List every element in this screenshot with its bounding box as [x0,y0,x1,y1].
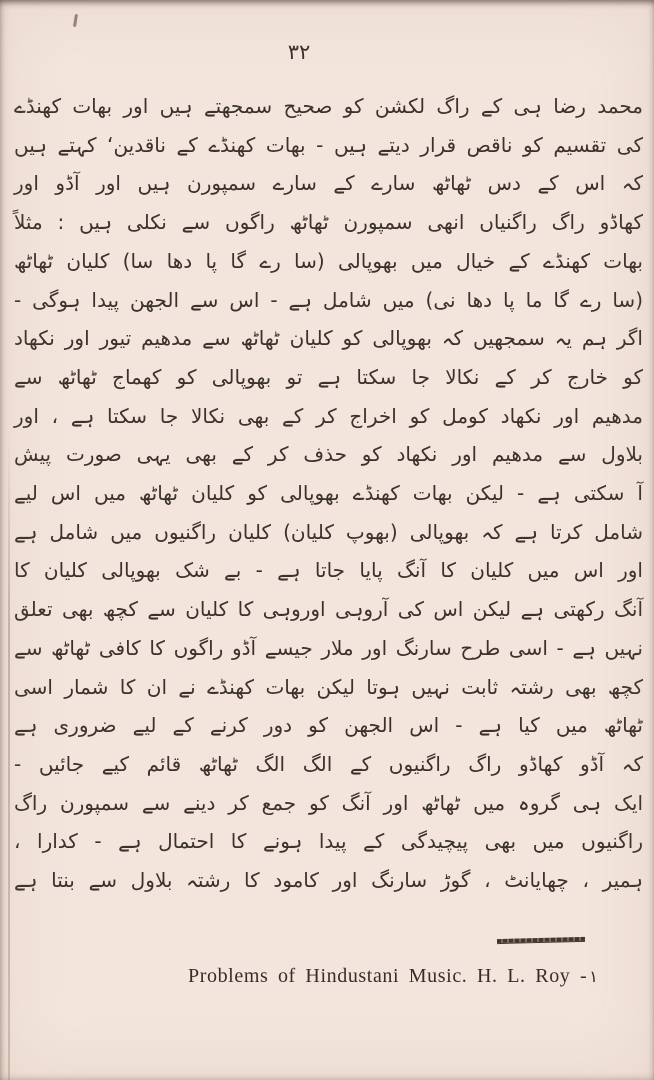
footnote-marker: ۱ [589,967,598,986]
text-line: (سا رے گا ما پا دھا نی) میں شامل ہے - اس سے الجھن پیدا ہوگی - [14,287,643,312]
footnote [0,965,654,988]
text-line: مدھیم اور نکھاد کومل کو اخراج کر کے بھی نکالا جا سکتا ہے ، اور [14,403,643,428]
text-line: کہ آڈو کھاڈو راگ راگنیوں کے الگ الگ ٹھاٹھ قائم کیے جائیں - [14,751,643,776]
text-line: ٹھاٹھ میں کیا ہے - اس الجھن کو دور کرنے کے لیے ضروری ہے [14,713,643,738]
text-line: راگنیوں میں بھی پیچیدگی کے پیدا ہونے کا احتمال ہے - کدارا ، [14,829,643,854]
text-line: کی تقسیم کو ناقص قرار دیتے ہیں - بھات کھنڈے کے ناقدین‘ کہتے ہیں [14,132,643,157]
text-line: کہ اس کے دس ٹھاٹھ سارے کے سارے سمپورن ہیں اور آڈو اور [14,171,643,196]
text-line: بھات کھنڈے کے خیال میں بھوپالی (سا رے گا پا دھا سا) کلیان ٹھاٹھ [14,248,643,273]
text-line: شامل کرتا ہے کہ بھوپالی (بھوپ کلیان) کلیان راگنیوں میں شامل ہے [14,519,643,544]
text-line: بلاول سے مدھیم اور نکھاد کو حذف کر کے بھی یہی صورت پیش [14,442,643,467]
body-text [14,87,643,900]
text-line: محمد رضا ہی کے راگ لکشن کو صحیح سمجھتے ہیں اور بھات کھنڈے [14,94,643,118]
text-line: کچھ بھی رشتہ ثابت نہیں ہوتا لیکن بھات کھنڈے نے ان کا شمار اسی [14,674,643,699]
text-line: ایک ہی گروہ میں ٹھاٹھ اور آنگ کو جمع کر دینے سے سمپورن راگ [14,790,643,815]
text-line: ہمیر ، چھایانٹ ، گوڑ سارنگ اور کامود کا رشتہ بلاول سے بنتا ہے [14,868,643,893]
text-line: نہیں ہے - اسی طرح سارنگ اور ملار جیسے آڈو راگوں کا کافی ٹھاٹھ سے [14,635,643,660]
text-line: آ سکتی ہے - لیکن بھات کھنڈے بھوپالی کو کلیان ٹھاٹھ میں اس لیے [14,481,643,506]
text-line: آنگ رکھتی ہے لیکن اس کی آروہی اوروہی کا کلیان سے کچھ بھی تعلق [14,597,643,622]
footnote-text: Problems of Hindustani Music. H. L. Roy - [188,965,588,987]
footnote-divider [497,937,585,944]
text-line: کھاڈو راگ راگنیاں انھی سمپورن ٹھاٹھ راگوں سے نکلی ہیں : مثلاً [14,210,643,235]
text-line: اور اس میں کلیان کا آنگ پایا جاتا ہے - بے شک بھوپالی کلیان کا [14,558,643,583]
page-number: ۳۲ [287,40,311,64]
text-line: کو خارج کر کے نکالا جا سکتا ہے تو بھوپالی کو کھماج ٹھاٹھ سے [14,364,643,389]
ink-speck [73,14,78,27]
text-line: اگر ہم یہ سمجھیں کہ بھوپالی کو کلیان ٹھاٹھ سے مدھیم تیور اور نکھاد [14,326,643,351]
